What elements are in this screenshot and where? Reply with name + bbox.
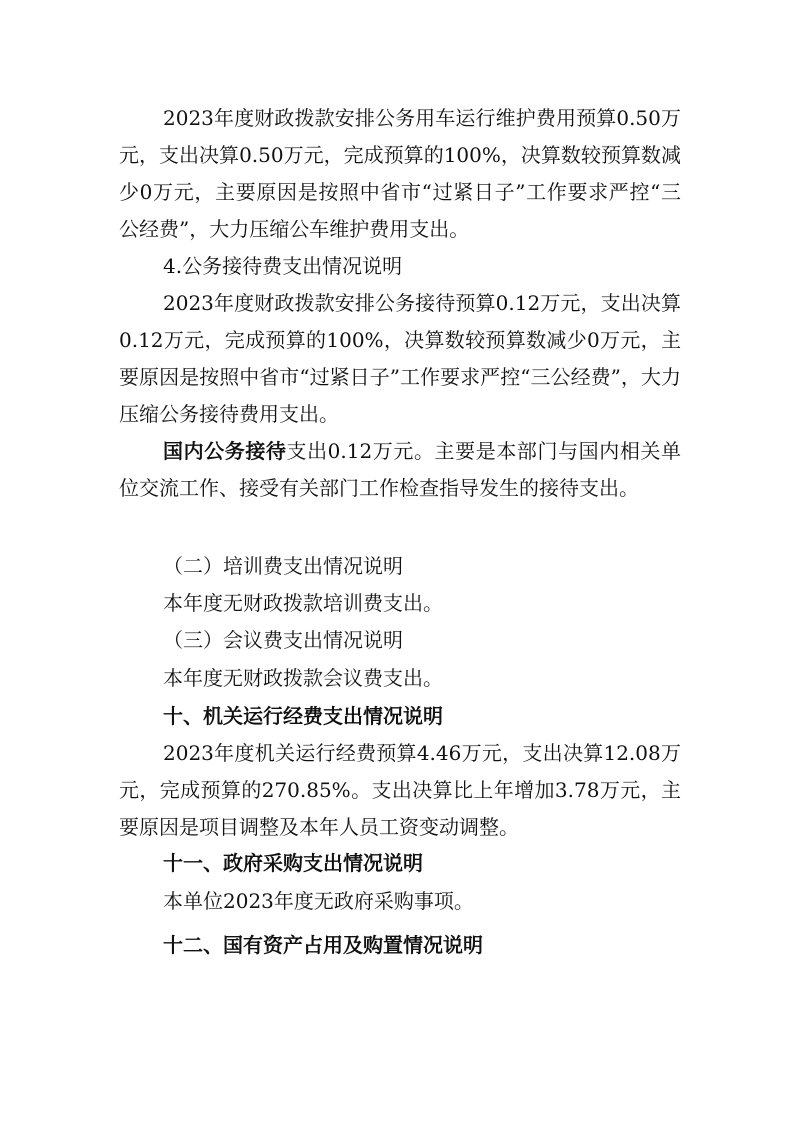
paragraph-domestic-reception xyxy=(119,433,681,507)
heading-section-12: 十二、国有资产占用及购置情况说明 xyxy=(163,933,483,957)
heading-training-expense: （二）培训费支出情况说明 xyxy=(163,554,403,578)
heading-section-11: 十一、政府采购支出情况说明 xyxy=(163,851,423,875)
heading-reception-expense: 4.公务接待费支出情况说明 xyxy=(163,254,403,278)
heading-section-10: 十、机关运行经费支出情况说明 xyxy=(163,704,443,728)
paragraph-reception-budget: 2023年度财政拨款安排公务接待预算0.12万元，支出决算0.12万元，完成预算的100%，决算数较预算数减少0万元，主要原因是按照中省市“过紧日子”工作要求严控“三公经费”，大力压缩公务接待费用支出。 xyxy=(119,291,681,426)
paragraph-vehicle-maintenance: 2023年度财政拨款安排公务用车运行维护费用预算0.50万元，支出决算0.50万元，完成预算的100%，决算数较预算数减少0万元，主要原因是按照中省市“过紧日子”工作要求严控“三公经费”，大力压缩公车维护费用支出。 xyxy=(119,106,681,241)
domestic-reception-text: 支出0.12万元。主要是本部门与国内相关单位交流工作、接受有关部门工作检查指导发生的接待支出。 xyxy=(119,439,682,500)
paragraph-meeting-expense: 本年度无财政拨款会议费支出。 xyxy=(163,666,443,690)
domestic-reception-label: 国内公务接待 xyxy=(163,439,287,463)
paragraph-procurement: 本单位2023年度无政府采购事项。 xyxy=(163,889,474,913)
paragraph-operating-expense: 2023年度机关运行经费预算4.46万元，支出决算12.08万元，完成预算的270.85%。支出决算比上年增加3.78万元，主要原因是项目调整及本年人员工资变动调整。 xyxy=(119,741,681,839)
paragraph-training-expense: 本年度无财政拨款培训费支出。 xyxy=(163,591,443,615)
heading-meeting-expense: （三）会议费支出情况说明 xyxy=(163,628,403,652)
